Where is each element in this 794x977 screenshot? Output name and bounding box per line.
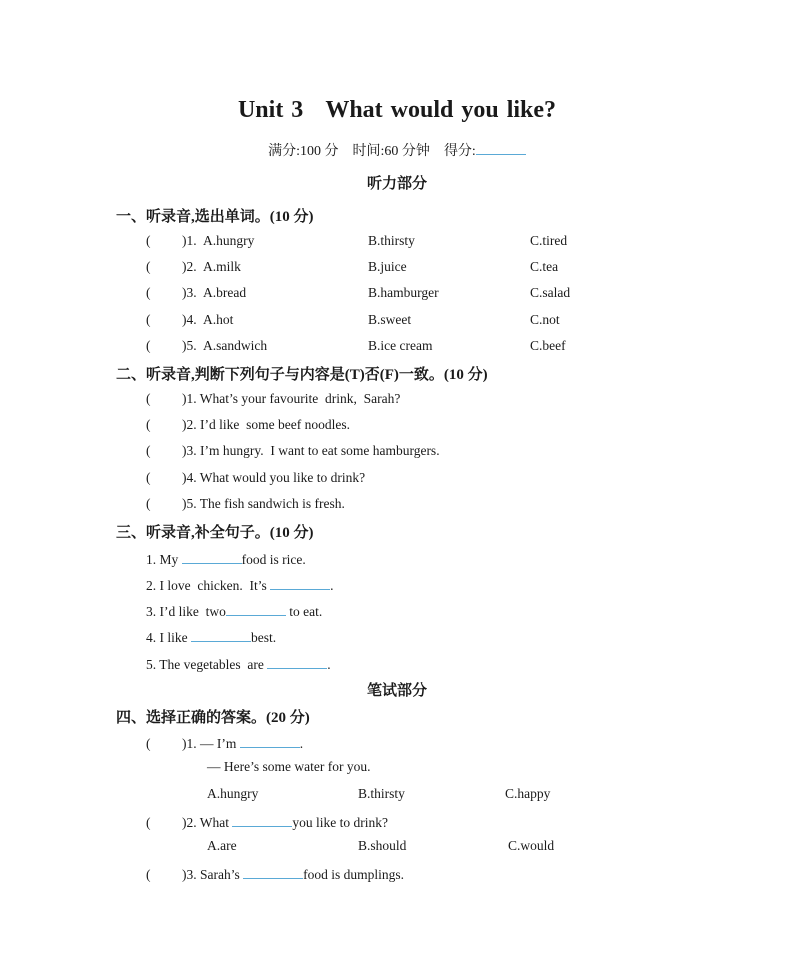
sec4-q2-option-a: A.are	[207, 838, 237, 853]
section-1-heading: 一、听录音,选出单词。(10 分)	[116, 209, 314, 225]
time-limit: 时间:60 分钟	[352, 144, 430, 159]
sec4-question-1-reply: — Here’s some water for you.	[207, 759, 371, 774]
sec1-item-2-option-b: B.juice	[368, 259, 407, 274]
fill-blank[interactable]	[240, 733, 300, 748]
sec1-item-5: ( )5.	[146, 338, 197, 353]
sec1-item-3-option-c: C.salad	[530, 285, 571, 300]
fill-blank[interactable]	[243, 864, 303, 879]
sec4-q1-option-b: B.thirsty	[358, 786, 405, 801]
sec2-item-1: ( )1. What’s your favourite drink, Sarah?	[146, 391, 401, 406]
answer-paren[interactable]: (	[146, 338, 151, 353]
sec1-item-1-option-b: B.thirsty	[368, 233, 415, 248]
full-marks: 满分:100 分	[268, 144, 339, 159]
sec2-item-5: ( )5. The fish sandwich is fresh.	[146, 496, 345, 511]
answer-paren[interactable]: (	[146, 233, 151, 248]
answer-paren[interactable]: (	[146, 391, 151, 406]
sec3-item-5: 5. The vegetables are .	[146, 654, 331, 673]
sec4-q1-option-a: A.hungry	[207, 786, 259, 801]
answer-paren[interactable]: (	[146, 312, 151, 327]
sec2-item-4: ( )4. What would you like to drink?	[146, 470, 366, 485]
answer-paren[interactable]: (	[146, 285, 151, 300]
sec1-item-4-option-b: B.sweet	[368, 312, 412, 327]
fill-blank[interactable]	[270, 575, 330, 590]
sec1-item-2: ( )2.	[146, 259, 197, 274]
title-unit: Unit 3	[237, 97, 304, 123]
sec4-question-1: ( )1. — I’m .	[146, 733, 303, 752]
fill-blank[interactable]	[232, 812, 292, 827]
sec2-item-2: ( )2. I’d like some beef noodles.	[146, 417, 350, 432]
sec4-question-3: ( )3. Sarah’s food is dumplings.	[146, 864, 404, 883]
score-label: 得分:	[443, 144, 476, 159]
sec1-item-4-option-a: A.hot	[203, 312, 234, 327]
section-4-heading: 四、选择正确的答案。(20 分)	[116, 710, 310, 726]
section-3-heading: 三、听录音,补全句子。(10 分)	[116, 525, 314, 541]
sec1-item-5-option-b: B.ice cream	[368, 338, 433, 353]
sec3-item-4: 4. I like best.	[146, 627, 276, 646]
sec3-item-3: 3. I’d like two to eat.	[146, 601, 322, 620]
fill-blank[interactable]	[226, 601, 286, 616]
sec1-item-3: ( )3.	[146, 285, 197, 300]
fill-blank[interactable]	[182, 549, 242, 564]
sec3-item-1: 1. My food is rice.	[146, 549, 306, 568]
sec1-item-3-option-a: A.bread	[203, 285, 247, 300]
sec1-item-1-option-a: A.hungry	[203, 233, 255, 248]
sec1-item-1-option-c: C.tired	[530, 233, 568, 248]
sec1-item-4-option-c: C.not	[530, 312, 560, 327]
sec1-item-2-option-a: A.milk	[203, 259, 241, 274]
answer-paren[interactable]: (	[146, 496, 151, 511]
sec1-item-4: ( )4.	[146, 312, 197, 327]
title-question: What would you like?	[325, 97, 557, 123]
writing-part-heading: 笔试部分	[366, 683, 427, 699]
answer-paren[interactable]: (	[146, 867, 151, 882]
answer-paren[interactable]: (	[146, 259, 151, 274]
section-2-heading: 二、听录音,判断下列句子与内容是(T)否(F)一致。(10 分)	[116, 367, 488, 383]
listening-part-heading: 听力部分	[366, 176, 427, 192]
exam-info	[0, 140, 794, 160]
sec4-q2-option-b: B.should	[358, 838, 407, 853]
answer-paren[interactable]: (	[146, 417, 151, 432]
sec4-q2-option-c: C.would	[508, 838, 555, 853]
sec1-item-1: ( )1.	[146, 233, 197, 248]
sec2-item-3: ( )3. I’m hungry. I want to eat some hamburgers.	[146, 443, 440, 458]
sec4-question-2: ( )2. What you like to drink?	[146, 812, 388, 831]
sec1-item-5-option-a: A.sandwich	[203, 338, 268, 353]
sec3-item-2: 2. I love chicken. It’s .	[146, 575, 333, 594]
sec1-item-5-option-c: C.beef	[530, 338, 566, 353]
answer-paren[interactable]: (	[146, 443, 151, 458]
sec1-item-2-option-c: C.tea	[530, 259, 559, 274]
fill-blank[interactable]	[191, 627, 251, 642]
fill-blank[interactable]	[267, 654, 327, 669]
answer-paren[interactable]: (	[146, 470, 151, 485]
sec4-q1-option-c: C.happy	[505, 786, 551, 801]
score-blank[interactable]	[476, 140, 526, 155]
answer-paren[interactable]: (	[146, 736, 151, 751]
answer-paren[interactable]: (	[146, 815, 151, 830]
page-title	[0, 97, 794, 124]
sec1-item-3-option-b: B.hamburger	[368, 285, 439, 300]
